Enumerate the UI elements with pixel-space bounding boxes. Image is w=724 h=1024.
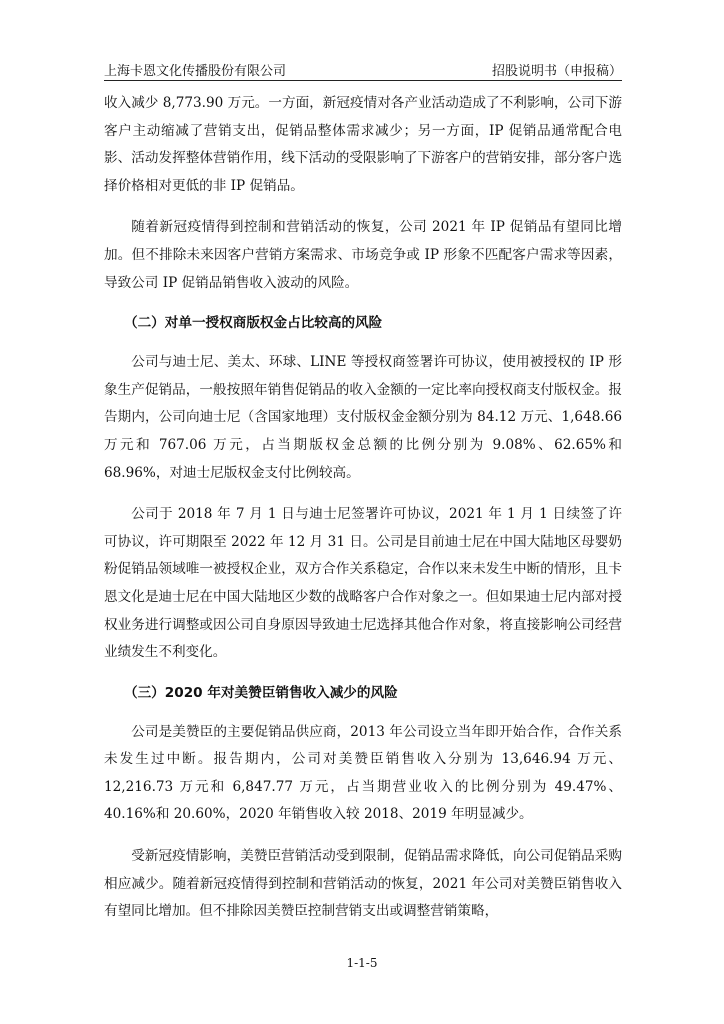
page-content [104,90,622,940]
paragraph-6: 受新冠疫情影响，美赞臣营销活动受到限制，促销品需求降低，向公司促销品采购相应减少。随着新冠疫情得到控制和营销活动的恢复，2021 年公司对美赞臣销售收入有望同比增加。但不排除因美赞臣控制营销支出或调整营销策略， [104,848,622,920]
paragraph-4: 公司于 2018 年 7 月 1 日与迪士尼签署许可协议，2021 年 1 月 1 日续签了许可协议，许可期限至 2022 年 12 月 31 日。公司是目前迪士尼在中国大陆地区母婴奶粉促销品领域唯一被授权企业，双方合作关系稳定，合作以来未发生中断的情形，且卡恩文化是迪士尼在中国大陆地区少数的战略客户合作对象之一。但如果迪士尼内部对授权业务进行调整或因公司自身原因导致迪士尼选择其他合作对象，将直接影响公司经营业绩发生不利变化。 [104,506,622,661]
paragraph-1: 收入减少 8,773.90 万元。一方面，新冠疫情对各产业活动造成了不利影响，公司下游客户主动缩减了营销支出，促销品整体需求减少；另一方面，IP 促销品通常配合电影、活动发挥整体营销作用，线下活动的受限影响了下游客户的营销安排，部分客户选择价格相对更低的非 IP 促销品。 [104,95,622,194]
paragraph-5: 公司是美赞臣的主要促销品供应商，2013 年公司设立当年即开始合作，合作关系未发生过中断。报告期内，公司对美赞臣销售收入分别为 13,646.94 万元、12,216.73 万元和 6,847.77 万元，占当期营业收入的比例分别为 49.47%、40.16%和 20.60%，2020 年销售收入较 2018、2019 年明显减少。 [104,723,622,823]
page-number: 1-1-5 [346,956,378,970]
section-heading-2: （二）对单一授权商版权金占比较高的风险 [124,315,383,332]
paragraph-2: 随着新冠疫情得到控制和营销活动的恢复，公司 2021 年 IP 促销品有望同比增加。但不排除未来因客户营销方案需求、市场竞争或 IP 形象不匹配客户需求等因素，导致公司 IP 促销品销售收入波动的风险。 [104,219,622,291]
header-company: 上海卡恩文化传播股份有限公司 [104,64,287,79]
page-header [104,54,622,81]
header-doc-type: 招股说明书（申报稿） [491,64,622,79]
paragraph-3: 公司与迪士尼、美太、环球、LINE 等授权商签署许可协议，使用被授权的 IP 形象生产促销品，一般按照年销售促销品的收入金额的一定比率向授权商支付版权金。报告期内，公司向迪士尼（含国家地理）支付版权金金额分别为 84.12 万元、1,648.66 万元和 767.06 万元，占当期版权金总额的比例分别为 9.08%、62.65%和 68.96%，对迪士尼版权金支付比例较高。 [104,354,622,481]
section-heading-3: （三）2020 年对美赞臣销售收入减少的风险 [124,684,398,701]
